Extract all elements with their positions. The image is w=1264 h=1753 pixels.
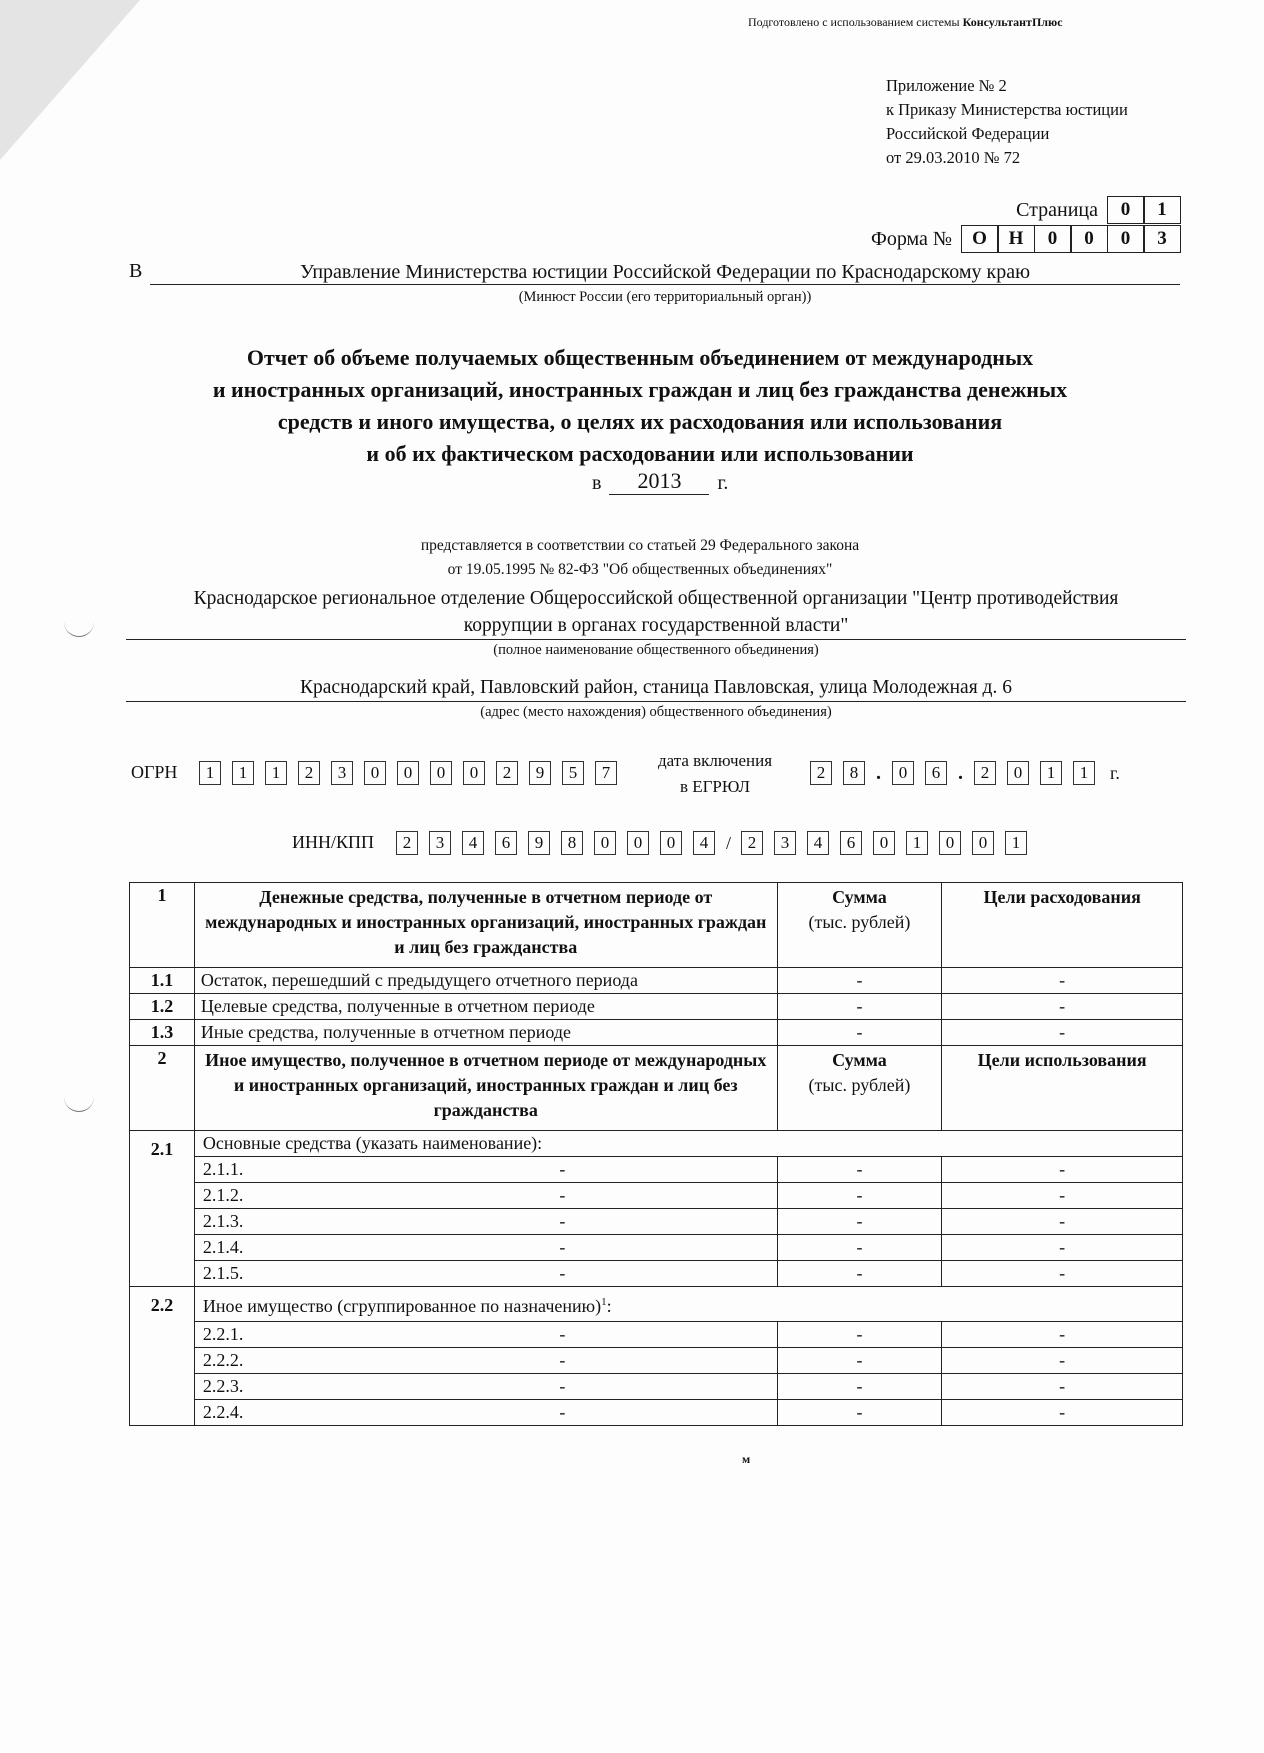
group-number: 2.2 [130, 1287, 195, 1426]
table-row [130, 968, 1183, 994]
row-sum: - [777, 1209, 942, 1235]
appendix-line: Приложение № 2 [886, 76, 1007, 95]
title-line: и об их фактическом расходовании или использовании [366, 441, 914, 466]
appendix-block [886, 74, 1128, 170]
item-name: - [559, 1350, 566, 1370]
row-sum: - [777, 1374, 942, 1400]
form-char: 0 [1070, 225, 1108, 253]
date-separator: . [876, 761, 881, 784]
date-digit: 2 [974, 761, 996, 785]
table-row [195, 1348, 1182, 1374]
row-label: Целевые средства, полученные в отчетном периоде [194, 994, 777, 1020]
egrul-date [810, 761, 1120, 785]
date-suffix: г. [1110, 762, 1120, 783]
row-number: 1.3 [130, 1020, 195, 1046]
item-name: - [559, 1376, 566, 1396]
legal-basis [140, 534, 1140, 582]
item-cell [195, 1374, 777, 1400]
group-number: 2.1 [130, 1131, 195, 1287]
item-name: - [559, 1324, 566, 1344]
group-2-2 [130, 1287, 1183, 1426]
organization-address: Краснодарский край, Павловский район, станица Павловская, улица Молодежная д. 6 [126, 675, 1186, 702]
egrul-label-line: дата включения [657, 751, 773, 770]
group-content [194, 1287, 1182, 1426]
page-digit: 1 [1143, 196, 1181, 224]
date-separator: . [958, 761, 963, 784]
sum-header-label: Сумма [832, 1050, 887, 1070]
purpose-header: Цели расходования [942, 883, 1183, 968]
group-title-text: Иное имущество (сгруппированное по назначению) [202, 1296, 602, 1316]
footnote-mark: 1 [601, 1296, 607, 1308]
egrul-label [640, 748, 790, 800]
row-purpose: - [942, 1209, 1182, 1235]
legal-basis-line: от 19.05.1995 № 82-ФЗ "Об общественных объединениях" [447, 561, 833, 578]
row-purpose: - [942, 1374, 1182, 1400]
row-purpose: - [942, 1157, 1182, 1183]
row-sum: - [777, 1183, 942, 1209]
inn-digit: 2 [396, 831, 418, 855]
table-row [195, 1400, 1182, 1426]
kpp-digit: 6 [840, 831, 862, 855]
report-table [129, 882, 1183, 1426]
ogrn-digit: 0 [364, 761, 386, 785]
kpp-digit: 0 [939, 831, 961, 855]
item-cell [195, 1400, 777, 1426]
row-purpose: - [942, 1348, 1182, 1374]
kpp-digit: 0 [873, 831, 895, 855]
item-cell [195, 1235, 777, 1261]
row-sum: - [777, 1261, 942, 1287]
punch-hole-mark [64, 622, 94, 637]
form-char: 0 [1107, 225, 1145, 253]
inn-digit: 6 [495, 831, 517, 855]
appendix-line: от 29.03.2010 № 72 [886, 148, 1021, 167]
item-code: 2.2.2. [202, 1350, 244, 1370]
ogrn-digit: 1 [199, 761, 221, 785]
year-prefix: в [592, 472, 602, 494]
section-1-header [130, 883, 1183, 968]
page-code-label: Страница [1016, 198, 1098, 221]
legal-basis-line: представляется в соответствии со статьей 29 Федерального закона [420, 537, 860, 554]
group-2-1 [130, 1131, 1183, 1287]
inn-digit: 9 [528, 831, 550, 855]
organization-address-caption: (адрес (место нахождения) общественного объединения) [480, 704, 832, 720]
item-code: 2.2.4. [202, 1402, 244, 1422]
consultant-prefix: Подготовлено с использованием системы [748, 15, 963, 29]
kpp-digit: 0 [972, 831, 994, 855]
report-title [140, 342, 1140, 470]
group-title-suffix: : [606, 1296, 612, 1316]
date-digit: 6 [925, 761, 947, 785]
kpp-digit: 4 [807, 831, 829, 855]
egrul-label-line: в ЕГРЮЛ [679, 777, 751, 796]
kpp-digit: 1 [906, 831, 928, 855]
kpp-digit: 1 [1005, 831, 1027, 855]
kpp-digit: 2 [741, 831, 763, 855]
date-digit: 2 [810, 761, 832, 785]
row-sum: - [777, 1400, 942, 1426]
purpose-header: Цели использования [942, 1046, 1183, 1131]
row-sum: - [777, 1322, 942, 1348]
item-name: - [559, 1185, 566, 1205]
item-name: - [559, 1263, 566, 1283]
row-purpose: - [942, 1183, 1182, 1209]
table-row [195, 1374, 1182, 1400]
row-sum: - [777, 1020, 942, 1046]
row-purpose: - [942, 968, 1183, 994]
inn-digit: 4 [462, 831, 484, 855]
inn-digit: 3 [429, 831, 451, 855]
ogrn-digit: 0 [430, 761, 452, 785]
report-year [592, 468, 728, 495]
row-sum: - [777, 1348, 942, 1374]
inn-kpp-label: ИНН/КПП [292, 832, 375, 852]
ogrn-digit: 3 [331, 761, 353, 785]
group-title-row [195, 1287, 1182, 1322]
ogrn-digit: 2 [496, 761, 518, 785]
form-code-label: Форма № [871, 227, 952, 250]
bottom-mark: м [742, 1452, 751, 1466]
group-title [195, 1287, 1182, 1322]
sum-header-unit: (тыс. рублей) [808, 912, 911, 932]
item-cell [195, 1183, 777, 1209]
item-name: - [559, 1402, 566, 1422]
inn-kpp-boxes [396, 831, 1038, 855]
table-row [195, 1209, 1182, 1235]
group-rows [195, 1287, 1182, 1425]
item-code: 2.2.1. [202, 1324, 244, 1344]
group-rows [195, 1131, 1182, 1286]
page-code-boxes [1108, 196, 1181, 224]
row-number: 1.2 [130, 994, 195, 1020]
item-code: 2.1.3. [202, 1211, 244, 1231]
ogrn-digit: 9 [529, 761, 551, 785]
inn-digit: 0 [627, 831, 649, 855]
recipient-caption: (Минюст России (его территориальный орган)) [518, 289, 812, 305]
recipient-prefix: В [129, 260, 143, 282]
date-digit: 0 [892, 761, 914, 785]
item-cell [195, 1209, 777, 1235]
group-content [194, 1131, 1182, 1287]
row-purpose: - [942, 994, 1183, 1020]
group-title: Основные средства (указать наименование): [195, 1131, 1182, 1157]
title-line: средств и иного имущества, о целях их расходования или использования [277, 409, 1003, 434]
form-char: 3 [1143, 225, 1181, 253]
date-digit: 1 [1073, 761, 1095, 785]
organization-name-caption: (полное наименование общественного объединения) [493, 642, 819, 658]
table-row [195, 1322, 1182, 1348]
row-purpose: - [942, 1020, 1183, 1046]
title-line: Отчет об объеме получаемых общественным объединением от международных [246, 345, 1034, 370]
row-purpose: - [942, 1235, 1182, 1261]
appendix-line: к Приказу Министерства юстиции [886, 100, 1128, 119]
ogrn-digit: 7 [595, 761, 617, 785]
form-char: Н [997, 225, 1035, 253]
ogrn-label: ОГРН [131, 762, 178, 782]
section-title: Иное имущество, полученное в отчетном периоде от международных и иностранных организаций, иностранных граждан и лиц без гражданства [194, 1046, 777, 1131]
row-sum: - [777, 1235, 942, 1261]
title-line: и иностранных организаций, иностранных граждан и лиц без гражданства денежных [212, 377, 1068, 402]
ogrn-boxes [199, 761, 628, 785]
inn-digit: 0 [660, 831, 682, 855]
year-suffix: г. [717, 472, 729, 494]
row-label: Остаток, перешедший с предыдущего отчетного периода [194, 968, 777, 994]
recipient-field: Управление Министерства юстиции Российской Федерации по Краснодарскому краю [150, 260, 1180, 285]
item-cell [195, 1322, 777, 1348]
date-digit: 0 [1007, 761, 1029, 785]
item-cell [195, 1157, 777, 1183]
item-name: - [559, 1237, 566, 1257]
ogrn-digit: 1 [232, 761, 254, 785]
item-name: - [559, 1211, 566, 1231]
ogrn-digit: 0 [463, 761, 485, 785]
page-code [1016, 196, 1181, 224]
row-number: 1.1 [130, 968, 195, 994]
item-code: 2.1.1. [202, 1159, 244, 1179]
table-row [130, 994, 1183, 1020]
organization-name-line: коррупции в органах государственной власти" [126, 612, 1186, 640]
inn-digit: 0 [594, 831, 616, 855]
table-row [195, 1157, 1182, 1183]
kpp-digit: 3 [774, 831, 796, 855]
row-purpose: - [942, 1400, 1182, 1426]
sum-header [777, 883, 942, 968]
group-title-row [195, 1131, 1182, 1157]
item-name: - [559, 1159, 566, 1179]
item-cell [195, 1261, 777, 1287]
organization-name [126, 585, 1186, 640]
table-row [130, 1020, 1183, 1046]
row-sum: - [777, 1157, 942, 1183]
row-purpose: - [942, 1322, 1182, 1348]
form-char: 0 [1034, 225, 1072, 253]
inn-digit: 4 [693, 831, 715, 855]
form-code-boxes [962, 225, 1181, 253]
sum-header-unit: (тыс. рублей) [808, 1075, 911, 1095]
date-digit: 8 [843, 761, 865, 785]
organization-name-line: Краснодарское региональное отделение Общероссийской общественной организации "Центр противодействия [193, 588, 1119, 609]
sum-header [777, 1046, 942, 1131]
table-row [195, 1235, 1182, 1261]
section-2-header [130, 1046, 1183, 1131]
consultant-note [748, 15, 1063, 30]
ogrn-digit: 2 [298, 761, 320, 785]
date-digit: 1 [1040, 761, 1062, 785]
folded-corner [0, 0, 140, 160]
page-digit: 0 [1107, 196, 1145, 224]
consultant-brand: КонсультантПлюс [962, 15, 1063, 29]
section-number: 2 [130, 1046, 195, 1131]
ogrn-digit: 1 [265, 761, 287, 785]
row-sum: - [777, 994, 942, 1020]
row-sum: - [777, 968, 942, 994]
inn-kpp-separator: / [726, 832, 732, 853]
inn-digit: 8 [561, 831, 583, 855]
item-cell [195, 1348, 777, 1374]
punch-hole-mark [64, 1097, 94, 1112]
section-title: Денежные средства, полученные в отчетном периоде от международных и иностранных организаций, иностранных граждан и лиц без гражданства [194, 883, 777, 968]
row-purpose: - [942, 1261, 1182, 1287]
year-value: 2013 [609, 468, 709, 495]
section-number: 1 [130, 883, 195, 968]
item-code: 2.2.3. [202, 1376, 244, 1396]
form-code [871, 225, 1181, 253]
table-row [195, 1261, 1182, 1287]
item-code: 2.1.2. [202, 1185, 244, 1205]
appendix-line: Российской Федерации [886, 124, 1050, 143]
table-row [195, 1183, 1182, 1209]
form-char: О [961, 225, 999, 253]
ogrn-digit: 5 [562, 761, 584, 785]
item-code: 2.1.5. [202, 1263, 244, 1283]
item-code: 2.1.4. [202, 1237, 244, 1257]
ogrn-digit: 0 [397, 761, 419, 785]
sum-header-label: Сумма [832, 887, 887, 907]
row-label: Иные средства, полученные в отчетном периоде [194, 1020, 777, 1046]
